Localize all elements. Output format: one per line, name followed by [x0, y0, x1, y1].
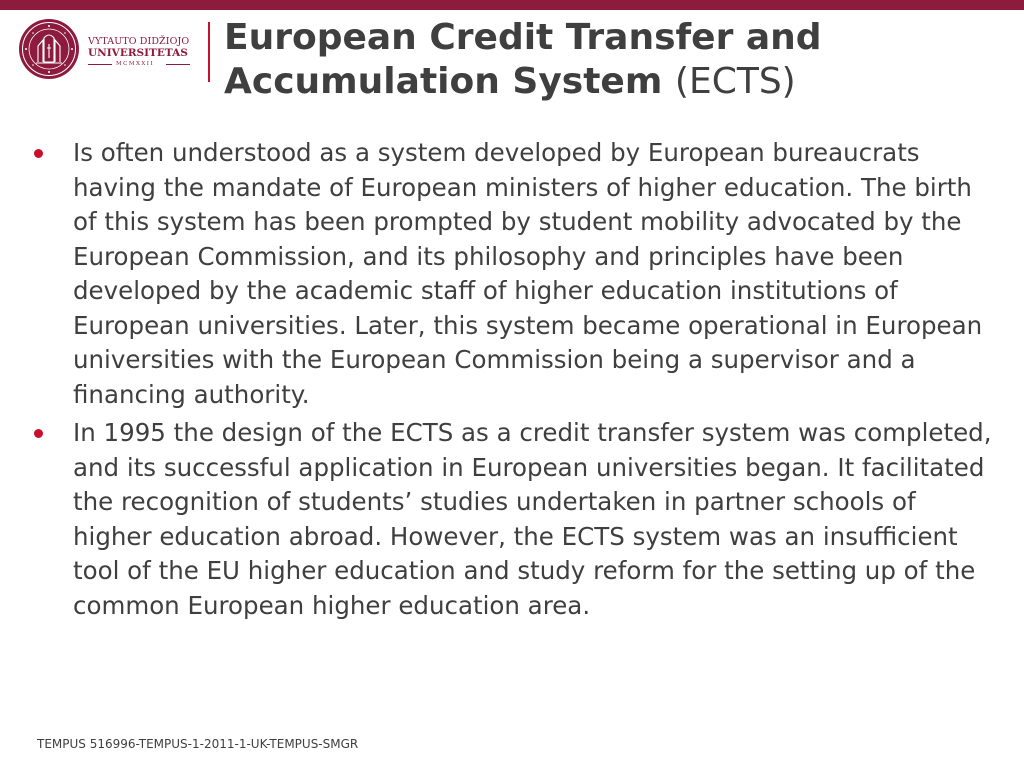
bullet-text: Is often understood as a system developed by European bureaucrats having the mandate of European ministers of higher education. The birth of this system has been prompted by student mobility advocated by the European Commission, and its philosophy and principles have been developed by the academic staff of higher education institutions of European universities. Later, this system became operational in European universities with the European Commission being a supervisor and a financing authority.	[73, 138, 983, 409]
header-divider	[208, 22, 210, 82]
footer-project-code: TEMPUS 516996-TEMPUS-1-2011-1-UK-TEMPUS-SMGR	[37, 737, 359, 751]
logo-line-3: MCMXXII	[116, 61, 155, 67]
university-seal-icon	[18, 18, 80, 80]
bullet-dot-icon	[34, 149, 43, 158]
top-accent-bar	[0, 0, 1024, 10]
slide-title-main: European Credit Transfer and Accumulation System	[224, 17, 822, 102]
logo-rule-left	[88, 64, 112, 65]
logo-wordmark	[88, 16, 194, 82]
bullet-dot-icon	[34, 429, 43, 438]
university-logo	[14, 16, 194, 82]
slide-title-acronym: (ECTS)	[674, 61, 796, 102]
logo-line-2: UNIVERSITETAS	[88, 47, 188, 59]
bullet-list	[30, 136, 995, 627]
logo-line-1: VYTAUTO DIDŽIOJO	[88, 36, 190, 47]
bullet-text: In 1995 the design of the ECTS as a credit transfer system was completed, and its successful application in European universities began. It facilitated the recognition of students’ studies undertaken in partner schools of higher education abroad. However, the ECTS system was an insufficient tool of the EU higher education and study reform for the setting up of the common European higher education area.	[73, 418, 992, 620]
slide-title	[224, 16, 1004, 104]
bullet-item	[30, 416, 995, 623]
bullet-item	[30, 136, 995, 412]
logo-rule-right	[166, 64, 190, 65]
